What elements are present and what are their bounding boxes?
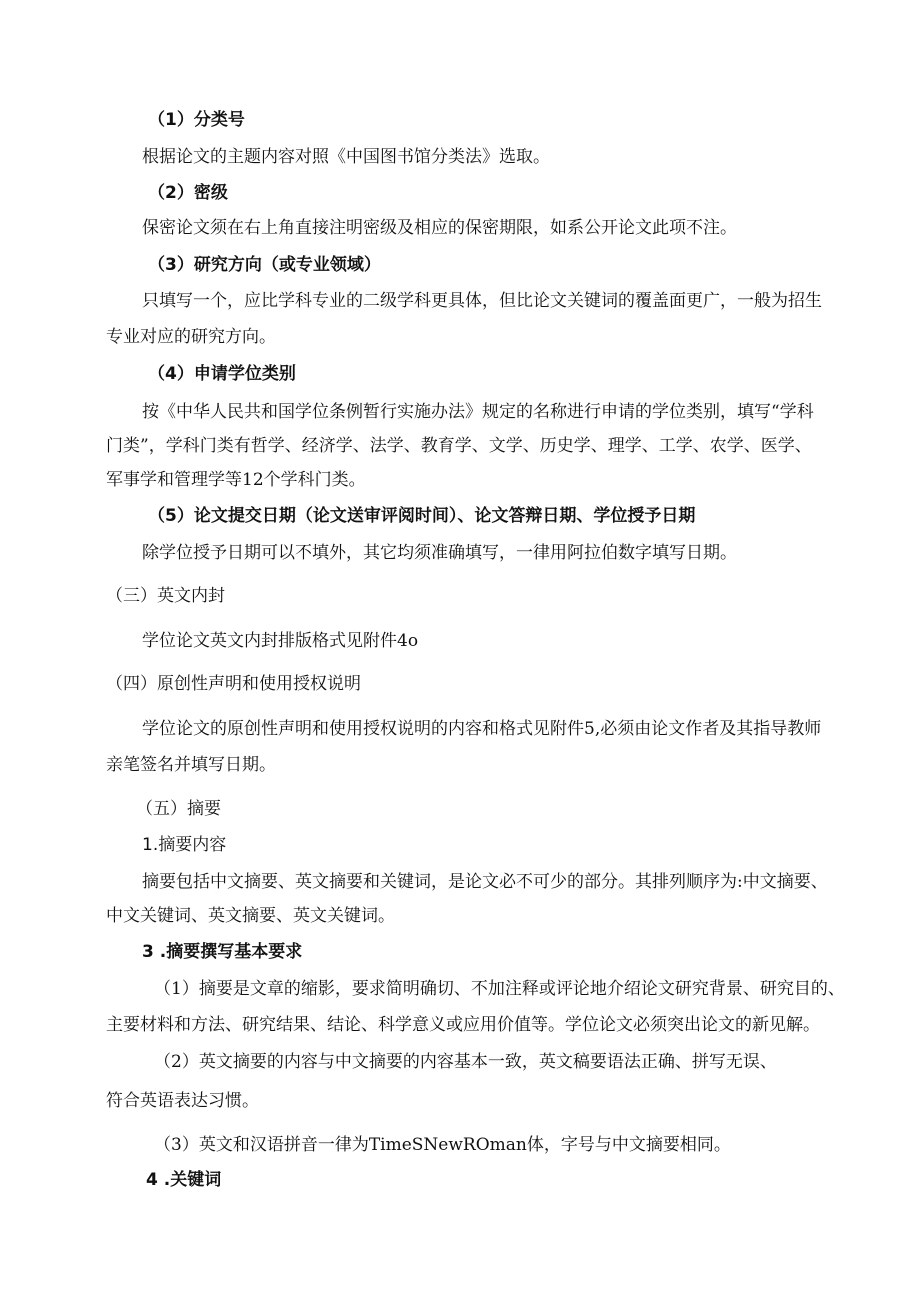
paragraph-originality-line1: 学位论文的原创性声明和使用授权说明的内容和格式见附件5,必须由论文作者及其指导教师 [142,719,822,739]
paragraph-requirement2-line1: （2）英文摘要的内容与中文摘要的内容基本一致，英文稿要语法正确、拼写无误、 [154,1052,777,1072]
paragraph-classification: 根据论文的主题内容对照《中国图书馆分类法》选取。 [142,147,550,167]
subheading-abstract-content: 1.摘要内容 [142,835,227,855]
paragraph-originality-line2: 亲笔签名并填写日期。 [106,755,276,775]
heading-research-direction: （3）研究方向（或专业领域） [148,255,381,275]
paragraph-requirement2-line2: 符合英语表达习惯。 [106,1091,259,1111]
subheading-keywords: 4 .关键词 [146,1170,222,1190]
paragraph-research-line2: 专业对应的研究方向。 [106,327,276,347]
paragraph-abstract-line1: 摘要包括中文摘要、英文摘要和关键词，是论文必不可少的部分。其排列顺序为:中文摘要、 [142,872,828,892]
paragraph-security: 保密论文须在右上角直接注明密级及相应的保密期限，如系公开论文此项不注。 [142,218,737,238]
paragraph-requirement1-line2: 主要材料和方法、研究结果、结论、科学意义或应用价值等。学位论文必须突出论文的新见解。 [106,1015,820,1035]
heading-english-cover: （三）英文内封 [106,586,225,606]
heading-security-level: （2）密级 [148,183,228,203]
heading-degree-category: （4）申请学位类别 [148,364,296,384]
heading-abstract: （五）摘要 [136,799,221,819]
paragraph-requirement1-line1: （1）摘要是文章的缩影，要求简明确切、不加注释或评论地介绍论文研究背景、研究目的、 [154,979,845,999]
paragraph-degree-line1: 按《中华人民共和国学位条例暂行实施办法》规定的名称进行申请的学位类别，填写“学科 [142,402,814,422]
heading-dates: （5）论文提交日期（论文送审评阅时间）、论文答辩日期、学位授予日期 [148,506,696,526]
paragraph-degree-line3: 军事学和管理学等12个学科门类。 [106,470,366,490]
subheading-abstract-requirements: 3 .摘要撰写基本要求 [142,942,303,962]
paragraph-research-line1: 只填写一个，应比学科专业的二级学科更具体，但比论文关键词的覆盖面更广，一般为招生 [142,291,822,311]
paragraph-degree-line2: 门类”，学科门类有哲学、经济学、法学、教育学、文学、历史学、理学、工学、农学、医学、 [106,436,812,456]
paragraph-requirement3: （3）英文和汉语拼音一律为TimeSNewROman体，字号与中文摘要相同。 [154,1135,731,1155]
paragraph-abstract-line2: 中文关键词、英文摘要、英文关键词。 [106,906,395,926]
heading-originality: （四）原创性声明和使用授权说明 [106,674,361,694]
paragraph-english-cover: 学位论文英文内封排版格式见附件4o [142,631,419,651]
paragraph-dates: 除学位授予日期可以不填外，其它均须准确填写，一律用阿拉伯数字填写日期。 [142,543,737,563]
heading-classification-number: （1）分类号 [148,110,245,130]
